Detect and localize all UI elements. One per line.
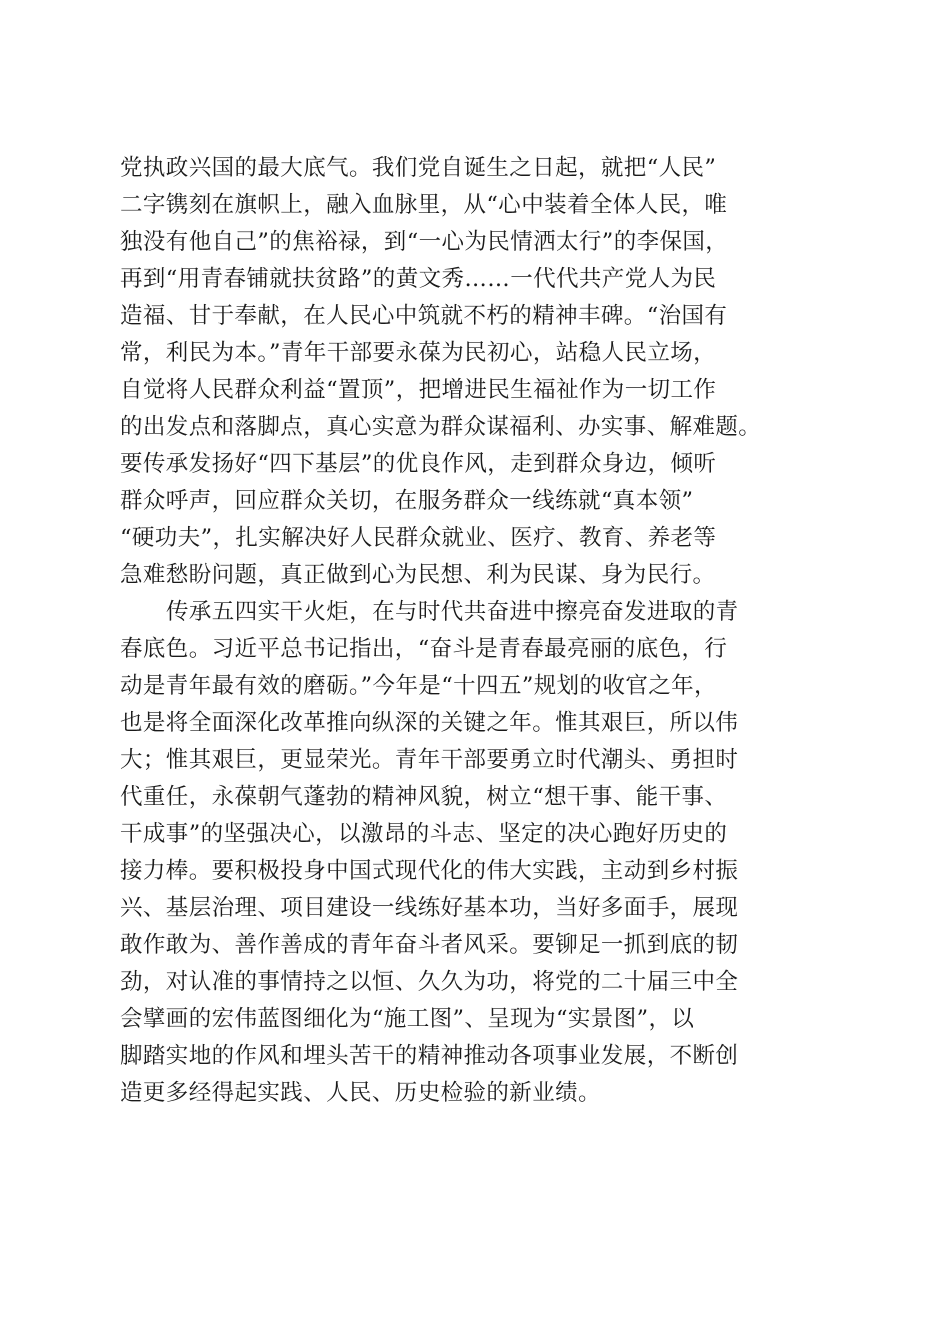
- paragraph-2: [120, 594, 840, 1112]
- document-body: [120, 150, 840, 1112]
- paragraph-line: 干成事”的坚强决心，以激昂的斗志、坚定的决心跑好历史的: [120, 821, 728, 847]
- paragraph-line: 也是将全面深化改革推向纵深的关键之年。惟其艰巨，所以伟: [120, 710, 739, 736]
- paragraph-line: 党执政兴国的最大底气。我们党自诞生之日起，就把“人民”: [120, 155, 717, 181]
- paragraph-line: 急难愁盼问题，真正做到心为民想、利为民谋、身为民行。: [120, 562, 716, 588]
- paragraph-line: 动是青年最有效的磨砺。”今年是“十四五”规划的收官之年，: [120, 673, 717, 699]
- paragraph-line: 自觉将人民群众利益“置顶”，把增进民生福祉作为一切工作: [120, 377, 717, 403]
- paragraph-line: 造福、甘于奉献，在人民心中筑就不朽的精神丰碑。“治国有: [120, 303, 728, 329]
- paragraph-line: 要传承发扬好“四下基层”的优良作风，走到群众身边，倾听: [120, 451, 717, 477]
- paragraph-line: 代重任，永葆朝气蓬勃的精神风貌，树立“想干事、能干事、: [120, 784, 728, 810]
- paragraph-line: 春底色。习近平总书记指出，“奋斗是青春最亮丽的底色，行: [120, 636, 728, 662]
- paragraph-line: 敢作敢为、善作善成的青年奋斗者风采。要铆足一抓到底的韧: [120, 932, 739, 958]
- paragraph-line: 的出发点和落脚点，真心实意为群众谋福利、办实事、解难题。: [120, 414, 762, 440]
- paragraph-line: 会擘画的宏伟蓝图细化为“施工图”、呈现为“实景图”，以: [120, 1006, 695, 1032]
- paragraph-line: 再到“用青春铺就扶贫路”的黄文秀……一代代共产党人为民: [120, 266, 717, 292]
- paragraph-line: 常，利民为本。”青年干部要永葆为民初心，站稳人民立场，: [120, 340, 717, 366]
- paragraph-line: “硬功夫”，扎实解决好人民群众就业、医疗、教育、养老等: [120, 525, 717, 551]
- paragraph-1: [120, 150, 840, 594]
- paragraph-line: 脚踏实地的作风和埋头苦干的精神推动各项事业发展，不断创: [120, 1043, 739, 1069]
- paragraph-line: 群众呼声，回应群众关切，在服务群众一线练就“真本领”: [120, 488, 694, 514]
- paragraph-line: 独没有他自己”的焦裕禄，到“一心为民情洒太行”的李保国，: [120, 229, 729, 255]
- paragraph-line: 造更多经得起实践、人民、历史检验的新业绩。: [120, 1080, 601, 1106]
- paragraph-line: 传承五四实干火炬，在与时代共奋进中擦亮奋发进取的青: [166, 599, 739, 625]
- paragraph-line: 二字镌刻在旗帜上，融入血脉里，从“心中装着全体人民，唯: [120, 192, 728, 218]
- paragraph-line: 劲，对认准的事情持之以恒、久久为功，将党的二十届三中全: [120, 969, 739, 995]
- paragraph-line: 接力棒。要积极投身中国式现代化的伟大实践，主动到乡村振: [120, 858, 739, 884]
- paragraph-line: 大；惟其艰巨，更显荣光。青年干部要勇立时代潮头、勇担时: [120, 747, 739, 773]
- paragraph-line: 兴、基层治理、项目建设一线练好基本功，当好多面手，展现: [120, 895, 739, 921]
